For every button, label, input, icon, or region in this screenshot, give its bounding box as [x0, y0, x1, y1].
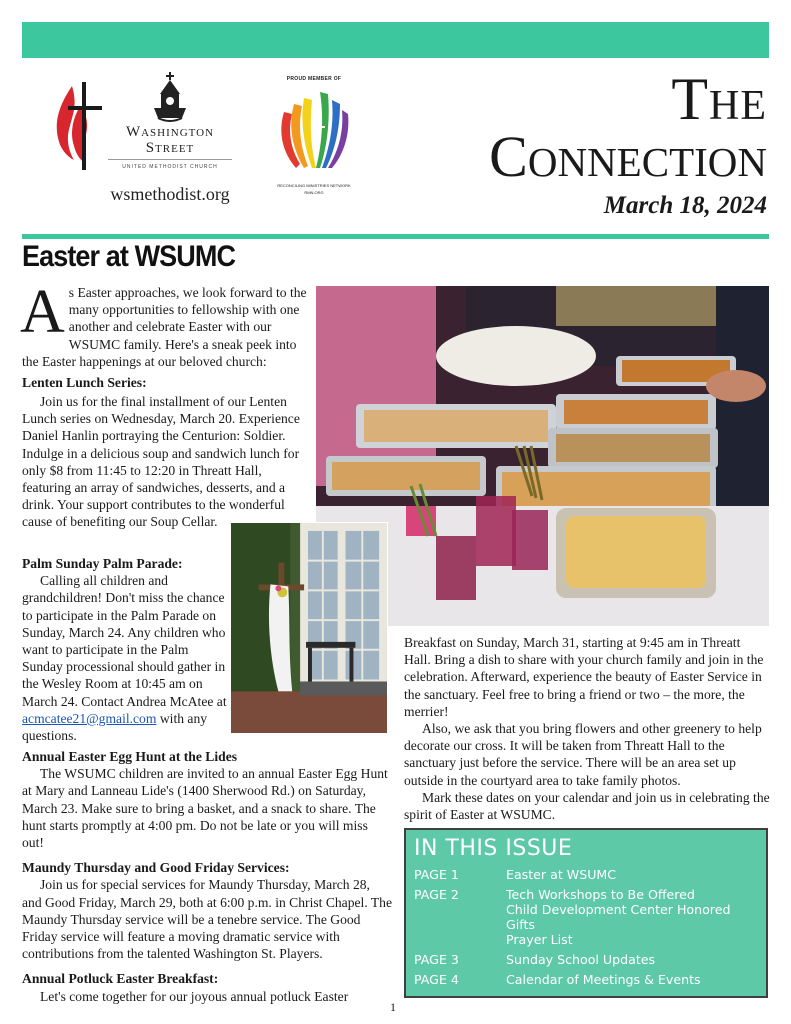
lower-sections	[22, 744, 392, 1005]
palm-text: Calling all children and grandchildren! Don't miss the chance to participate in the Palm Parade on Sunday, March 24. Any children who want to participate in the Palm Sunday processional should gather in the Wesley Room at 10:45 am on March 24. Contact Andrea McAtee at	[22, 573, 227, 709]
rmn-url[interactable]: RMN.ORG	[304, 190, 324, 195]
rmn-logo	[272, 76, 356, 196]
issue-page-label: PAGE 1	[414, 867, 459, 882]
church-logo	[108, 72, 232, 184]
umc-cross-flame-logo	[50, 76, 106, 172]
lenten-text: Join us for the final installment of our Lenten Lunch series on Wednesday, March 20. Experience Daniel Hanlin portraying the Centurion: Soldier. Indulge in a delicious soup and sandwich lunch for only $8 from 11:45 to 12:20 in Threatt Hall, featuring an array of sandwiches, desserts, and a drink. Your support contributes to the wonderful cause of benefiting our Soup Cellar.	[22, 394, 300, 530]
lenten-heading: Lenten Lunch Series:	[22, 375, 147, 391]
rainbow-hands-icon	[274, 82, 354, 178]
maundy-heading: Maundy Thursday and Good Friday Services:	[22, 860, 290, 876]
issue-item: Calendar of Meetings & Events	[506, 972, 701, 987]
issue-page-label: PAGE 2	[414, 887, 459, 902]
issue-date: March 18, 2024	[603, 192, 767, 219]
rmn-proud-member: PROUD MEMBER OF	[286, 76, 342, 82]
issue-item: Easter at WSUMC	[506, 867, 617, 882]
potluck-heading: Annual Potluck Easter Breakfast:	[22, 971, 219, 987]
egg-hunt-text: The WSUMC children are invited to an annual Easter Egg Hunt at Mary and Lanneau Lide's (1400 Sherwood Rd.) on Saturday, March 23. Make sure to bring a basket, and a snack to share. The hunt starts promptly at 4:00 pm. Do not be late or you will miss out!	[22, 766, 388, 851]
issue-item: Sunday School Updates	[506, 952, 656, 967]
church-steeple-icon	[150, 72, 190, 124]
article-column-2	[404, 634, 770, 823]
article-column-1	[20, 278, 312, 391]
header-divider	[22, 234, 769, 239]
church-name-line1: Washington	[125, 124, 215, 140]
rmn-network-name: RECONCILING MINISTRIES NETWORK	[277, 183, 351, 188]
breakfast-paragraph: Breakfast on Sunday, March 31, starting at 9:45 am in Threatt Hall. Bring a dish to share with your church family and join in the celebration. Afterward, experience the beauty of Easter Service in the sanctuary. Feel free to bring a friend or two – the more, the merrier!	[404, 635, 764, 719]
page-number: 1	[390, 1000, 396, 1014]
issue-row[interactable]	[414, 867, 758, 882]
in-this-issue-title: IN THIS ISSUE	[414, 836, 573, 861]
closing-paragraph: Mark these dates on your calendar and join us in celebrating the spirit of Easter at WSUMC.	[404, 789, 770, 823]
issue-row[interactable]	[414, 887, 758, 947]
maundy-text: Join us for special services for Maundy Thursday, March 28, and Good Friday, March 29, both at 6:00 p.m. in Christ Chapel. The Maundy Thursday service will be a tenebre service. The Good Friday service will feature a moving dramatic service with contributions from the talented Washington St. Players.	[22, 877, 393, 962]
palm-section	[22, 551, 230, 744]
in-this-issue-box	[404, 828, 768, 998]
potluck-text: Let's come together for our joyous annual potluck Easter	[40, 988, 349, 1004]
article-headline: Easter at WSUMC	[22, 240, 236, 273]
issue-item: Gifts	[506, 917, 535, 932]
issue-item: Child Development Center Honored	[506, 902, 731, 917]
cross-and-doors-photo	[230, 522, 388, 734]
church-name-line2: Street	[145, 140, 195, 156]
palm-heading: Palm Sunday Palm Parade:	[22, 556, 183, 571]
palm-text-paragraph	[22, 572, 230, 744]
top-accent-bar	[22, 22, 769, 58]
egg-hunt-heading: Annual Easter Egg Hunt at the Lides	[22, 749, 238, 764]
issue-row[interactable]	[414, 972, 758, 987]
contact-email-link[interactable]: acmcatee21@gmail.com	[22, 710, 157, 726]
church-subtitle: UNITED METHODIST CHURCH	[108, 159, 232, 170]
masthead-connection: Connection	[489, 124, 767, 189]
palm-tail: with any questions.	[22, 710, 208, 744]
issue-page-label: PAGE 3	[414, 952, 459, 967]
masthead-the: The	[671, 66, 767, 132]
greenery-paragraph: Also, we ask that you bring flowers and other greenery to help decorate our cross. It will be taken from Threatt Hall to the sanctuary just before the service. There will be an area set up outside in the courtyard area to take family photos.	[404, 721, 762, 788]
intro-text: s Easter approaches, we look forward to the many opportunities to fellowship with one another and celebrate Easter with our WSUMC family. Here's a sneak peek into the Easter happenings at our beloved church:	[22, 285, 307, 369]
issue-item: Prayer List	[506, 932, 573, 947]
intro-paragraph	[20, 278, 312, 370]
church-website[interactable]: wsmethodist.org	[110, 184, 230, 204]
masthead	[489, 66, 767, 220]
issue-item: Tech Workshops to Be Offered	[506, 887, 695, 902]
issue-page-label: PAGE 4	[414, 972, 459, 987]
drop-cap: A	[20, 278, 65, 346]
issue-row[interactable]	[414, 952, 758, 967]
